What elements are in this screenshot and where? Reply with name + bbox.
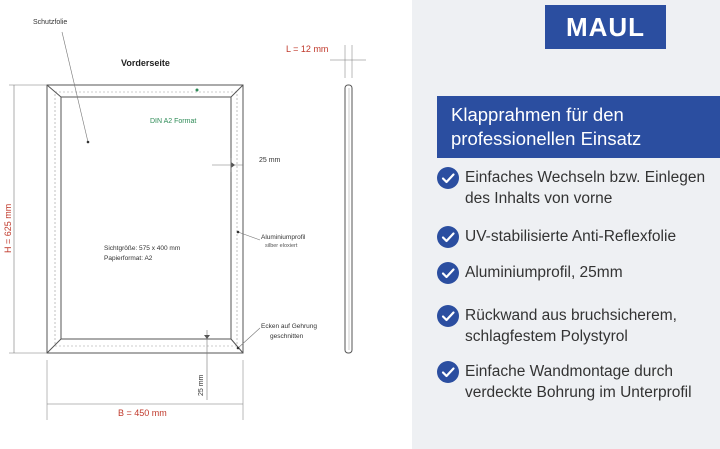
frame-outer-edge [47, 85, 243, 353]
corners-label-line2: geschnitten [270, 333, 304, 340]
width-dimension-label: B = 450 mm [118, 408, 167, 418]
check-circle-icon [437, 167, 459, 189]
headline-box [437, 96, 720, 158]
protective-film-label: Schutzfolie [33, 19, 68, 26]
din-format-dot [196, 89, 199, 92]
side-profile [345, 85, 352, 353]
feature-text-line1: Rückwand aus bruchsicherem, [465, 307, 677, 324]
check-circle-icon [437, 361, 459, 383]
check-circle-icon [437, 305, 459, 327]
feature-text-line2: des Inhalts von vorne [465, 190, 613, 207]
headline-line1: Klapprahmen für den [451, 104, 624, 125]
headline-line2: professionellen Einsatz [451, 128, 642, 149]
aluminium-profile-leader [238, 232, 260, 240]
height-dimension-label: H = 625 mm [3, 203, 13, 253]
corners-dot [237, 347, 240, 350]
check-circle-icon [437, 226, 459, 248]
feature-text-line2: verdeckte Bohrung im Unterprofil [465, 384, 692, 401]
profile-width-right-label: 25 mm [259, 157, 281, 164]
maul-logo: MAUL [545, 5, 666, 49]
profile-width-bottom-label: 25 mm [198, 374, 205, 396]
aluminium-profile-label: Aluminiumprofil [261, 234, 306, 241]
paper-format-label: Papierformat: A2 [104, 255, 153, 262]
frame-inner-edge [61, 97, 231, 339]
feature-text-line1: UV-stabilisierte Anti-Reflexfolie [465, 228, 677, 245]
profile-width-right-arrow [231, 162, 235, 168]
feature-text-line1: Einfache Wandmontage durch [465, 363, 673, 380]
visible-area-outline [55, 92, 237, 346]
feature-text-line2: schlagfestem Polystyrol [465, 328, 628, 345]
front-side-label: Vorderseite [121, 58, 170, 68]
feature-text-line1: Einfaches Wechseln bzw. Einlegen [465, 169, 706, 186]
depth-dimension-label: L = 12 mm [286, 44, 329, 54]
corners-label-line1: Ecken auf Gehrung [261, 323, 318, 330]
mitre-corner-bl [47, 339, 61, 353]
din-format-label: DIN A2 Format [150, 118, 197, 125]
check-circle-icon [437, 262, 459, 284]
corners-leader [238, 328, 260, 348]
protective-film-leader [62, 32, 88, 142]
mitre-corner-tl [47, 85, 61, 97]
profile-width-bottom-arrow [204, 335, 210, 339]
visible-size-label: Sichtgröße: 575 x 400 mm [104, 245, 181, 252]
silver-anodised-label: silber eloxiert [265, 243, 298, 249]
aluminium-profile-dot [237, 231, 240, 234]
protective-film-dot [87, 141, 90, 144]
feature-text-line1: Aluminiumprofil, 25mm [465, 264, 623, 281]
